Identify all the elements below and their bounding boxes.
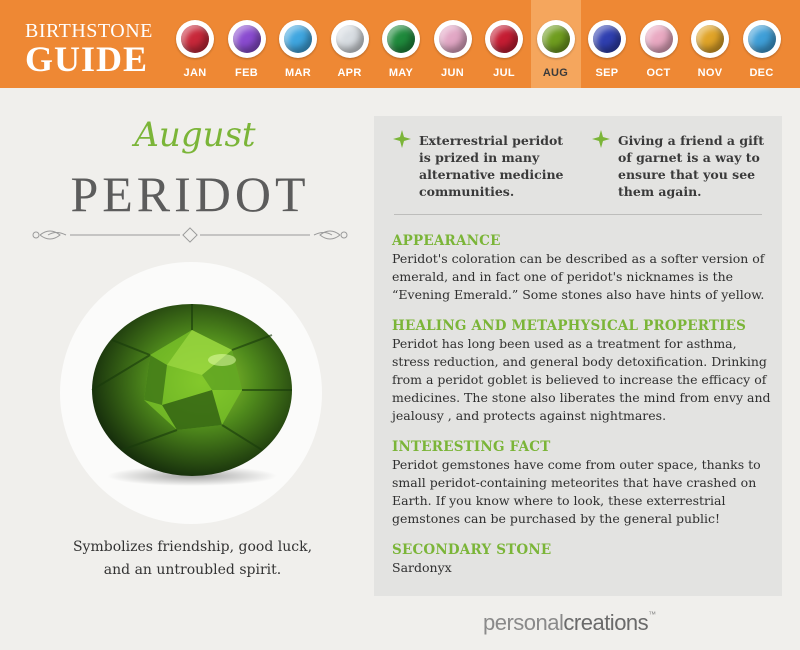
- month-tab-jul[interactable]: [479, 0, 529, 88]
- gem-thumbnail: [691, 20, 729, 58]
- section-body: Peridot has long been used as a treatment for asthma, stress reduction, and general body detoxification. Drinking from a peridot goblet is believed to increase the efficacy of medicines. The stone also liberates the mind from envy and jealousy , and protects against nightmares.: [392, 336, 771, 423]
- gem-icon: [490, 25, 518, 53]
- month-label: OCT: [646, 67, 671, 79]
- gem-thumbnail: [228, 20, 266, 58]
- section-interesting-fact: [392, 438, 777, 528]
- gem-icon: [233, 25, 261, 53]
- brand-logo: [25, 20, 153, 79]
- gem-icon: [387, 25, 415, 53]
- month-label: NOV: [697, 67, 723, 79]
- gem-icon: [181, 25, 209, 53]
- month-tab-nov[interactable]: [685, 0, 735, 88]
- gem-thumbnail: [331, 20, 369, 58]
- month-tab-feb[interactable]: [222, 0, 272, 88]
- month-label: MAR: [285, 67, 311, 79]
- footer-logo[interactable]: [483, 610, 683, 636]
- gem-thumbnail: [434, 20, 472, 58]
- gem-thumbnail: [485, 20, 523, 58]
- brand-title-small: BIRTHSTONE: [25, 20, 153, 42]
- header-bar: [0, 0, 800, 88]
- gem-icon: [336, 25, 364, 53]
- divider: [394, 214, 762, 215]
- gem-thumbnail: [279, 20, 317, 58]
- stone-tagline: Symbolizes friendship, good luck, and an untroubled spirit.: [72, 539, 313, 578]
- month-label: AUG: [542, 67, 569, 79]
- section-appearance: [392, 232, 777, 304]
- gem-thumbnail: [588, 20, 626, 58]
- gem-icon: [284, 25, 312, 53]
- logo-bold-text: creations: [563, 610, 649, 635]
- month-label: APR: [337, 67, 362, 79]
- gem-thumbnail: [176, 20, 214, 58]
- logo-light-text: personal: [483, 610, 564, 635]
- info-panel: [374, 116, 782, 596]
- month-label: MAY: [388, 67, 414, 79]
- gem-icon: [645, 25, 673, 53]
- section-body: Sardonyx: [392, 560, 452, 575]
- month-tab-jan[interactable]: [170, 0, 220, 88]
- sparkle-icon: [393, 130, 411, 148]
- gem-icon: [696, 25, 724, 53]
- month-label: JAN: [183, 67, 207, 79]
- fact-text: Exterrestrial peridot is prized in many alternative medicine communities.: [419, 133, 564, 199]
- stone-name: PERIDOT: [70, 166, 310, 222]
- month-label: SEP: [595, 67, 619, 79]
- month-tab-jun[interactable]: [428, 0, 478, 88]
- gem-thumbnail: [743, 20, 781, 58]
- month-tab-sep[interactable]: [582, 0, 632, 88]
- section-secondary-stone: [392, 541, 777, 577]
- gem-icon: [593, 25, 621, 53]
- gem-thumbnail: [640, 20, 678, 58]
- section-title: INTERESTING FACT: [392, 439, 551, 455]
- section-title: HEALING AND METAPHYSICAL PROPERTIES: [392, 318, 747, 334]
- fact-text: Giving a friend a gift of garnet is a way to ensure that you see them again.: [618, 133, 765, 199]
- month-tab-may[interactable]: [376, 0, 426, 88]
- gem-icon: [748, 25, 776, 53]
- fact-item: [618, 132, 768, 200]
- sparkle-icon: [592, 130, 610, 148]
- month-label: FEB: [235, 67, 258, 79]
- month-tab-aug[interactable]: [531, 0, 581, 88]
- month-label: JUN: [441, 67, 464, 79]
- month-tab-oct[interactable]: [634, 0, 684, 88]
- month-label: DEC: [749, 67, 774, 79]
- peridot-gem-icon: [72, 290, 312, 490]
- gem-thumbnail: [382, 20, 420, 58]
- month-tab-dec[interactable]: [737, 0, 787, 88]
- section-body: Peridot's coloration can be described as a softer version of emerald, and in fact one of peridot's nicknames is the “Evening Emerald.” Some stones also have hints of yellow.: [392, 251, 765, 302]
- section-healing: [392, 317, 777, 425]
- section-body: Peridot gemstones have come from outer space, thanks to small peridot-containing meteorites that have crashed on Earth. If you know where to look, these exterrestrial gemstones can be purchased by the general public!: [392, 457, 761, 526]
- month-label: JUL: [493, 67, 515, 79]
- section-title: APPEARANCE: [392, 233, 501, 249]
- gem-icon: [439, 25, 467, 53]
- month-tab-mar[interactable]: [273, 0, 323, 88]
- gem-thumbnail: [537, 20, 575, 58]
- fact-item: [419, 132, 564, 200]
- gem-icon: [542, 25, 570, 53]
- month-tab-apr[interactable]: [325, 0, 375, 88]
- month-title: August: [134, 115, 256, 155]
- section-title: SECONDARY STONE: [392, 542, 552, 558]
- ornament-divider-icon: [30, 225, 350, 245]
- brand-title-big: GUIDE: [25, 39, 149, 79]
- trademark-icon: ™: [648, 610, 656, 619]
